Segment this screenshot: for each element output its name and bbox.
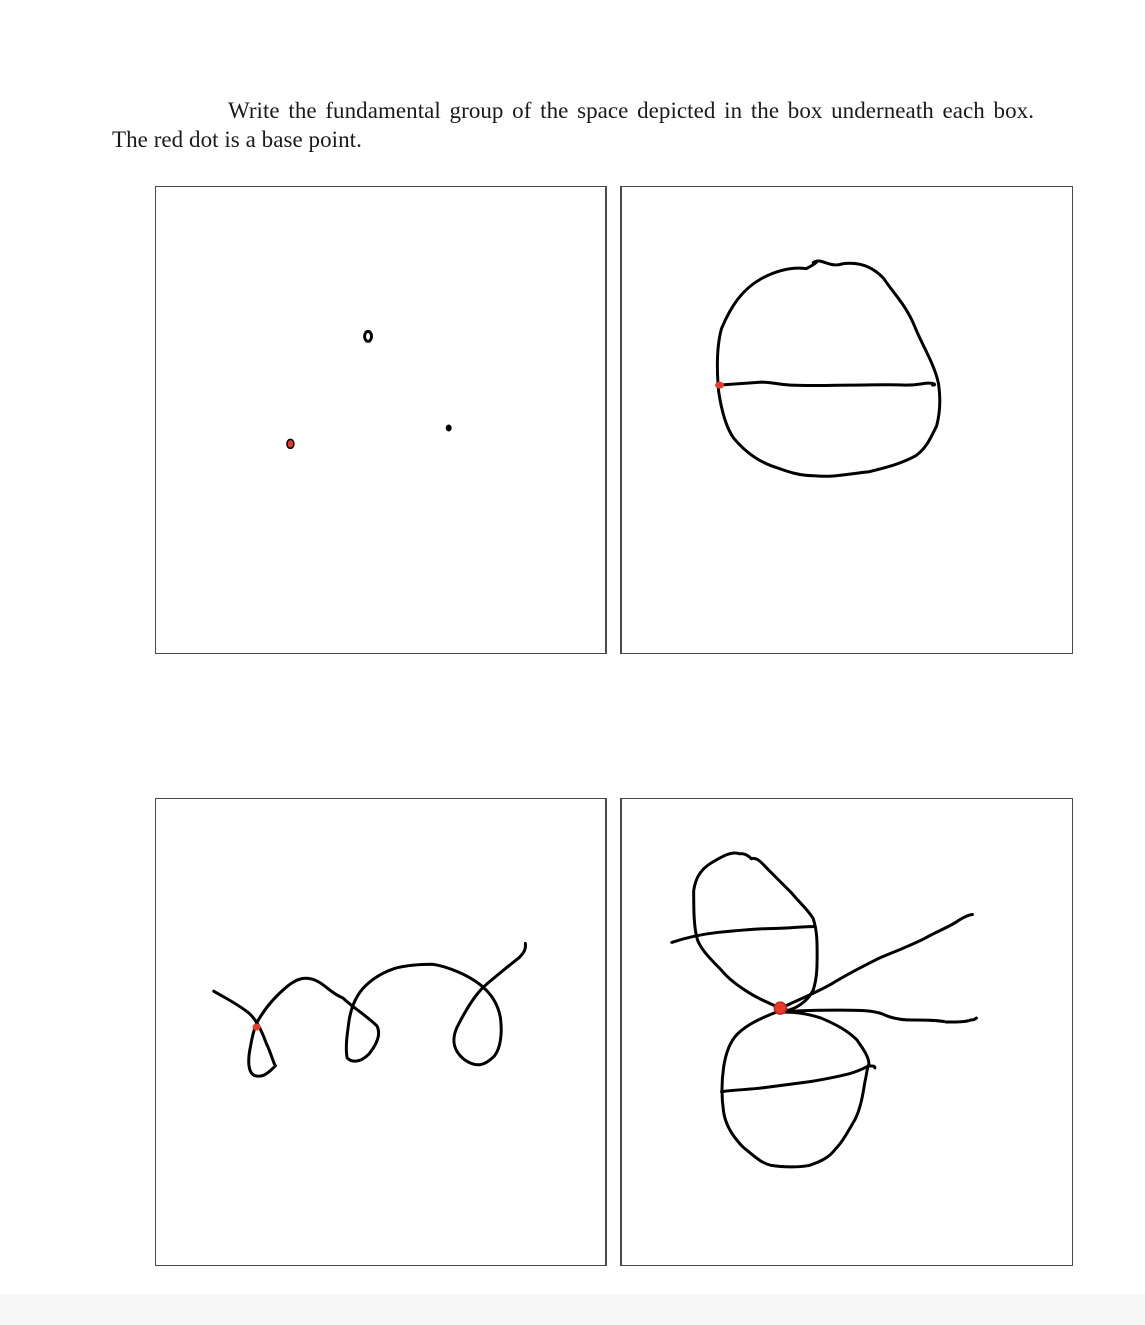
instruction-text: Write the fundamental group of the space depicted in the box underneath each box. The red dot is a base point. [112, 98, 1034, 152]
red-base-point [287, 439, 294, 448]
black-point-right [446, 424, 452, 431]
loop-curve-drawing [156, 799, 606, 1265]
discrete-points-drawing [156, 187, 606, 653]
outer-circle [717, 261, 940, 476]
looping-curve [214, 943, 526, 1076]
horizontal-chord [719, 382, 935, 385]
lower-chord [722, 1066, 875, 1092]
theta-graph-drawing [622, 187, 1072, 653]
page-bottom-band [0, 1294, 1145, 1325]
upper-circle [694, 853, 817, 1010]
upper-tail [781, 915, 972, 1009]
figure-box-theta-graph [621, 186, 1073, 654]
red-base-point [774, 1002, 786, 1014]
red-base-point [715, 382, 724, 389]
figure-box-loop-curve [155, 798, 607, 1266]
red-base-point [253, 1024, 261, 1031]
upper-chord [672, 926, 815, 942]
figure-box-wedge-of-thetas [621, 798, 1073, 1266]
black-point-top [365, 331, 372, 341]
figure-box-discrete-points [155, 186, 607, 654]
wedge-thetas-drawing [622, 799, 1072, 1265]
divider-bottom [605, 798, 621, 1266]
divider-top [605, 186, 621, 654]
